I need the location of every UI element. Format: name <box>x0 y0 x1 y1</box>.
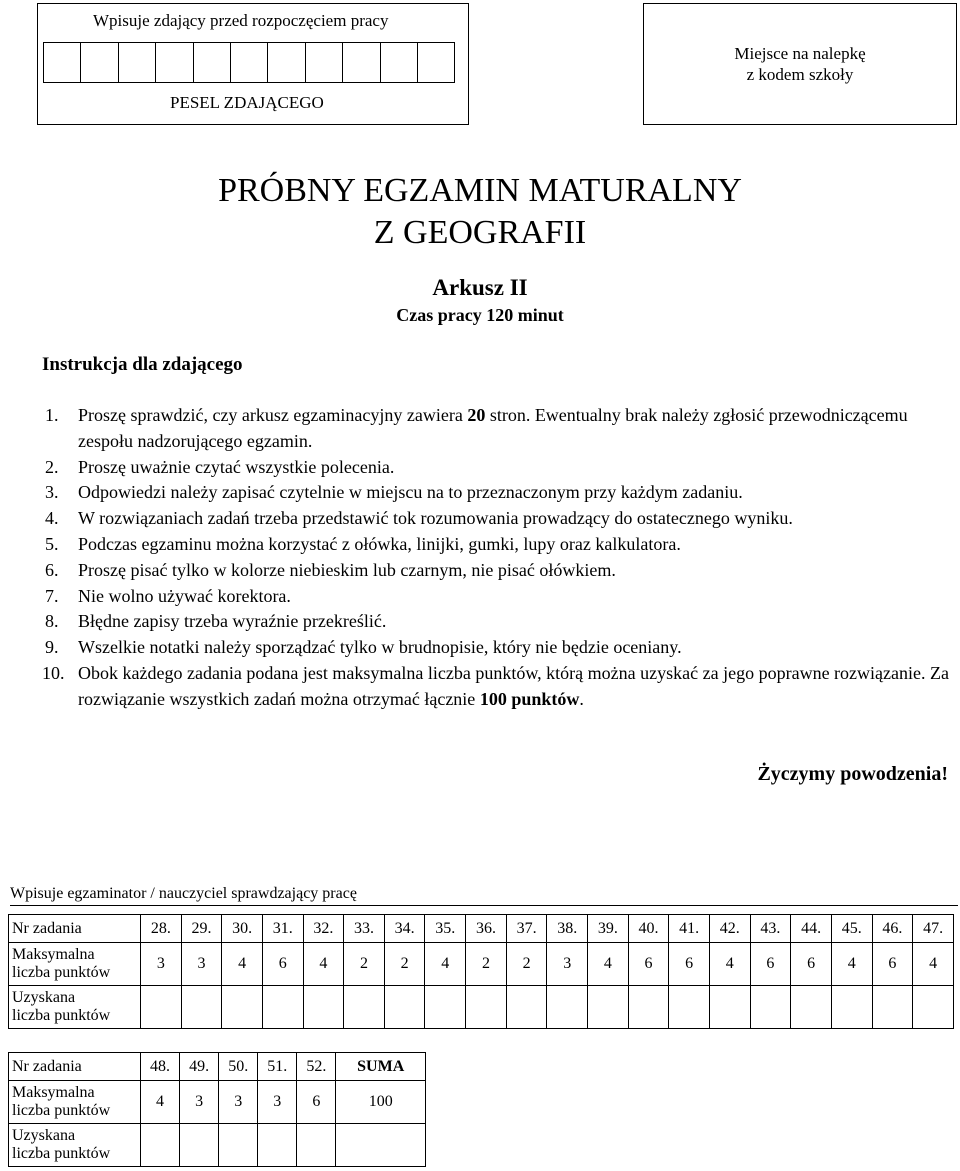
instruction-text: Odpowiedzi należy zapisać czytelnie w miejscu na to przeznaczonym przy każdym zadaniu. <box>78 482 743 503</box>
sticker-line-1: Miejsce na nalepkę <box>734 44 866 63</box>
obtained-points-cell[interactable] <box>222 986 263 1029</box>
school-sticker-box <box>643 3 957 125</box>
max-points-cell: 2 <box>384 943 425 986</box>
max-points-cell: 6 <box>872 943 913 986</box>
max-points-row <box>9 943 954 986</box>
instruction-number: 7. <box>45 585 59 606</box>
obtained-points-cell[interactable] <box>219 1124 258 1167</box>
obtained-points-cell[interactable] <box>628 986 669 1029</box>
pesel-digit-cell[interactable] <box>418 43 455 82</box>
instruction-text: Proszę uważnie czytać wszystkie polecenia. <box>78 456 395 477</box>
max-points-cell: 4 <box>831 943 872 986</box>
pesel-digit-cell[interactable] <box>231 43 268 82</box>
task-number-cell: 34. <box>384 915 425 943</box>
instruction-number: 2. <box>45 456 59 477</box>
max-points-cell: 3 <box>180 1081 219 1124</box>
obtained-points-cell[interactable] <box>506 986 547 1029</box>
obtained-points-cell[interactable] <box>303 986 344 1029</box>
obtained-points-cell[interactable] <box>384 986 425 1029</box>
grader-label: Wpisuje egzaminator / nauczyciel sprawdzający pracę <box>10 885 357 902</box>
obtained-points-header: Uzyskana liczba punktów <box>9 986 141 1029</box>
max-points-cell: 3 <box>219 1081 258 1124</box>
max-points-cell: 100 <box>336 1081 426 1124</box>
instruction-emphasis: 100 punktów <box>479 688 580 709</box>
grader-divider <box>10 905 958 906</box>
obtained-points-header: Uzyskana liczba punktów <box>9 1124 141 1167</box>
obtained-points-cell[interactable] <box>336 1124 426 1167</box>
max-points-row <box>9 1081 426 1124</box>
instruction-item <box>42 558 952 584</box>
obtained-points-row <box>9 986 954 1029</box>
instructions-list <box>42 403 952 713</box>
instruction-item <box>42 403 952 455</box>
obtained-points-cell[interactable] <box>750 986 791 1029</box>
task-number-header: Nr zadania <box>9 915 141 943</box>
obtained-points-cell[interactable] <box>141 986 182 1029</box>
obtained-points-cell[interactable] <box>141 1124 180 1167</box>
task-number-cell: 36. <box>466 915 507 943</box>
task-number-cell: 35. <box>425 915 466 943</box>
instruction-text: W rozwiązaniach zadań trzeba przedstawić tok rozumowania prowadzący do ostatecznego wyniku. <box>78 508 793 529</box>
max-points-header: Maksymalna liczba punktów <box>9 1081 141 1124</box>
score-table-2 <box>8 1052 426 1167</box>
instruction-number: 1. <box>45 405 59 425</box>
instruction-item <box>42 661 952 713</box>
instruction-number: 8. <box>45 611 59 632</box>
obtained-points-cell[interactable] <box>709 986 750 1029</box>
task-number-cell: 50. <box>219 1053 258 1081</box>
instruction-text-end: stron. Ewentualny brak należy zgłosić przewodniczącemu zespołu nadzorującego egzamin. <box>78 405 908 451</box>
obtained-points-cell[interactable] <box>831 986 872 1029</box>
max-points-cell: 4 <box>141 1081 180 1124</box>
instruction-item <box>42 480 952 506</box>
max-points-cell: 4 <box>913 943 954 986</box>
instruction-text: Nie wolno używać korektora. <box>78 585 291 606</box>
task-number-cell: 29. <box>181 915 222 943</box>
obtained-points-cell[interactable] <box>466 986 507 1029</box>
task-number-row <box>9 1053 426 1081</box>
obtained-points-row <box>9 1124 426 1167</box>
task-number-cell: 32. <box>303 915 344 943</box>
task-number-cell: 47. <box>913 915 954 943</box>
max-points-cell: 3 <box>181 943 222 986</box>
task-number-cell: 37. <box>506 915 547 943</box>
sticker-line-2: z kodem szkoły <box>746 65 854 84</box>
instruction-emphasis: 20 <box>467 405 486 425</box>
pesel-digit-cell[interactable] <box>268 43 305 82</box>
max-points-header: Maksymalna liczba punktów <box>9 943 141 986</box>
task-number-cell: 44. <box>791 915 832 943</box>
good-luck-text: Życzymy powodzenia! <box>757 763 948 785</box>
obtained-points-cell[interactable] <box>913 986 954 1029</box>
max-points-cell: 4 <box>303 943 344 986</box>
obtained-points-cell[interactable] <box>872 986 913 1029</box>
max-points-cell: 6 <box>791 943 832 986</box>
pesel-instruction: Wpisuje zdający przed rozpoczęciem pracy <box>93 11 389 30</box>
pesel-digit-cell[interactable] <box>306 43 343 82</box>
obtained-points-cell[interactable] <box>262 986 303 1029</box>
instruction-text: Wszelkie notatki należy sporządzać tylko w brudnopisie, który nie będzie oceniany. <box>78 637 682 658</box>
exam-title-line-2: Z GEOGRAFII <box>373 214 587 251</box>
obtained-points-cell[interactable] <box>669 986 710 1029</box>
instruction-item <box>42 635 952 661</box>
max-points-cell: 4 <box>222 943 263 986</box>
max-points-cell: 3 <box>258 1081 297 1124</box>
task-number-cell: 46. <box>872 915 913 943</box>
instruction-text-end: . <box>579 688 584 709</box>
instruction-item <box>42 455 952 481</box>
obtained-points-cell[interactable] <box>181 986 222 1029</box>
task-number-cell: 33. <box>344 915 385 943</box>
instruction-number: 4. <box>45 508 59 529</box>
time-label: Czas pracy 120 minut <box>396 305 564 325</box>
score-table-1 <box>8 914 954 1029</box>
task-number-cell: 40. <box>628 915 669 943</box>
task-number-cell: 41. <box>669 915 710 943</box>
pesel-digit-cell[interactable] <box>343 43 380 82</box>
pesel-digit-cell[interactable] <box>44 43 81 82</box>
task-number-cell: 28. <box>141 915 182 943</box>
task-number-row <box>9 915 954 943</box>
max-points-cell: 6 <box>297 1081 336 1124</box>
instruction-item <box>42 584 952 610</box>
obtained-points-cell[interactable] <box>588 986 629 1029</box>
max-points-cell: 4 <box>425 943 466 986</box>
instruction-number: 3. <box>45 482 59 503</box>
task-number-cell: 45. <box>831 915 872 943</box>
obtained-points-cell[interactable] <box>425 986 466 1029</box>
task-number-cell: 42. <box>709 915 750 943</box>
obtained-points-cell[interactable] <box>258 1124 297 1167</box>
instruction-text: Podczas egzaminu można korzystać z ołówka, linijki, gumki, lupy oraz kalkulatora. <box>78 533 681 554</box>
pesel-digit-cell[interactable] <box>381 43 418 82</box>
instruction-number: 9. <box>45 637 59 658</box>
instruction-item <box>42 532 952 558</box>
pesel-grid <box>43 42 455 83</box>
instruction-text: Błędne zapisy trzeba wyraźnie przekreślić. <box>78 611 387 632</box>
task-number-cell: 38. <box>547 915 588 943</box>
pesel-digit-cell[interactable] <box>156 43 193 82</box>
max-points-cell: 6 <box>628 943 669 986</box>
sheet-label: Arkusz II <box>432 275 528 300</box>
task-number-cell: 48. <box>141 1053 180 1081</box>
pesel-label: PESEL ZDAJĄCEGO <box>170 93 324 112</box>
task-number-cell: 49. <box>180 1053 219 1081</box>
task-number-cell: 30. <box>222 915 263 943</box>
task-number-cell: 31. <box>262 915 303 943</box>
instruction-text: Proszę sprawdzić, czy arkusz egzaminacyjny zawiera <box>78 405 468 425</box>
pesel-digit-cell[interactable] <box>81 43 118 82</box>
max-points-cell: 4 <box>588 943 629 986</box>
task-number-cell: 51. <box>258 1053 297 1081</box>
instructions-heading: Instrukcja dla zdającego <box>42 354 243 375</box>
task-number-cell: SUMA <box>336 1053 426 1081</box>
pesel-digit-cell[interactable] <box>119 43 156 82</box>
instruction-item <box>42 609 952 635</box>
max-points-cell: 3 <box>547 943 588 986</box>
instruction-number: 6. <box>45 559 59 580</box>
max-points-cell: 3 <box>141 943 182 986</box>
task-number-cell: 43. <box>750 915 791 943</box>
instruction-text: Proszę pisać tylko w kolorze niebieskim lub czarnym, nie pisać ołówkiem. <box>78 559 616 580</box>
instruction-item <box>42 506 952 532</box>
instruction-text: Obok każdego zadania podana jest maksymalna liczba punktów, którą można uzyskać za jego poprawne rozwiązanie. Za rozwiązanie wszystkich zadań można otrzymać łącznie <box>78 662 949 709</box>
max-points-cell: 2 <box>466 943 507 986</box>
obtained-points-cell[interactable] <box>547 986 588 1029</box>
instruction-number: 5. <box>45 533 59 554</box>
max-points-cell: 6 <box>750 943 791 986</box>
exam-title-line-1: PRÓBNY EGZAMIN MATURALNY <box>218 172 742 209</box>
max-points-cell: 2 <box>506 943 547 986</box>
max-points-cell: 2 <box>344 943 385 986</box>
max-points-cell: 6 <box>669 943 710 986</box>
obtained-points-cell[interactable] <box>344 986 385 1029</box>
task-number-cell: 52. <box>297 1053 336 1081</box>
instruction-number: 10. <box>42 662 65 683</box>
pesel-digit-cell[interactable] <box>194 43 231 82</box>
obtained-points-cell[interactable] <box>297 1124 336 1167</box>
task-number-cell: 39. <box>588 915 629 943</box>
obtained-points-cell[interactable] <box>180 1124 219 1167</box>
obtained-points-cell[interactable] <box>791 986 832 1029</box>
task-number-header: Nr zadania <box>9 1053 141 1081</box>
max-points-cell: 6 <box>262 943 303 986</box>
max-points-cell: 4 <box>709 943 750 986</box>
